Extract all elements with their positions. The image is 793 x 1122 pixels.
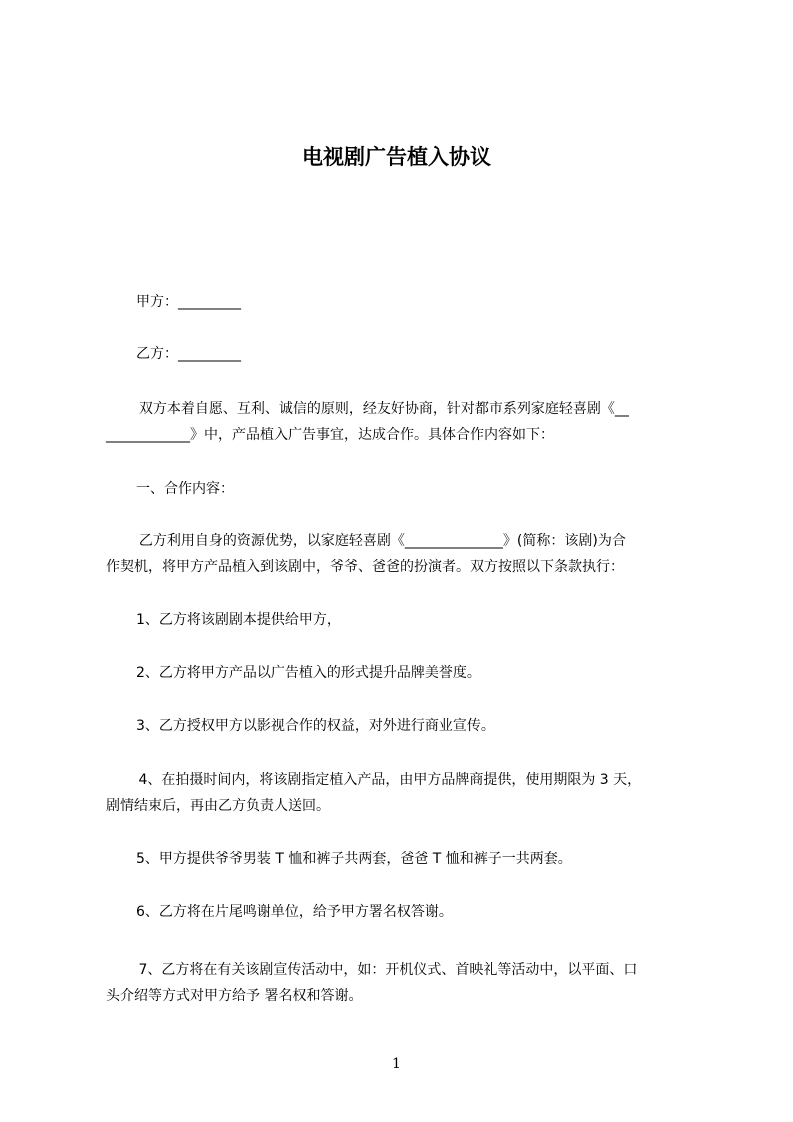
intro-line-2: ____________》中，产品植入广告事宜，达成合作。具体合作内容如下： <box>106 427 554 443</box>
item-7-line-1: 7、乙方将在有关该剧宣传活动中，如：开机仪式、首映礼等活动中，以平面、口 <box>134 962 638 978</box>
item-4-line-2: 剧情结束后，再由乙方负责人送回。 <box>106 798 330 814</box>
page-number: 1 <box>392 1056 401 1072</box>
section-1-heading: 一、合作内容： <box>136 481 234 497</box>
party-a-line: 甲方：_________ <box>136 294 241 310</box>
party-b-line: 乙方：_________ <box>136 346 241 362</box>
section-1-line-1: 乙方利用自身的资源优势，以家庭轻喜剧《______________》(简称：该剧)为合 <box>130 533 626 549</box>
item-7-line-2: 头介绍等方式对甲方给予 署名权和答谢。 <box>106 988 363 1004</box>
item-2: 2、乙方将甲方产品以广告植入的形式提升品牌美誉度。 <box>136 665 481 681</box>
item-4-line-1: 4、在拍摄时间内，将该剧指定植入产品，由甲方品牌商提供，使用期限为 3 天， <box>134 772 642 788</box>
item-3: 3、乙方授权甲方以影视合作的权益，对外进行商业宣传。 <box>136 718 495 734</box>
item-5: 5、甲方提供爷爷男装 T 恤和裤子共两套，爸爸 T 恤和裤子一共两套。 <box>136 851 572 867</box>
item-1: 1、乙方将该剧剧本提供给甲方， <box>136 612 341 628</box>
intro-line-1: 双方本着自愿、互利、诚信的原则，经友好协商，针对都市系列家庭轻喜剧《__ <box>130 401 629 417</box>
item-6: 6、乙方将在片尾鸣谢单位，给予甲方署名权答谢。 <box>136 904 453 920</box>
document-title: 电视剧广告植入协议 <box>302 145 491 169</box>
section-1-line-2: 作契机，将甲方产品植入到该剧中，爷爷、爸爸的扮演者。双方按照以下条款执行： <box>106 559 624 575</box>
